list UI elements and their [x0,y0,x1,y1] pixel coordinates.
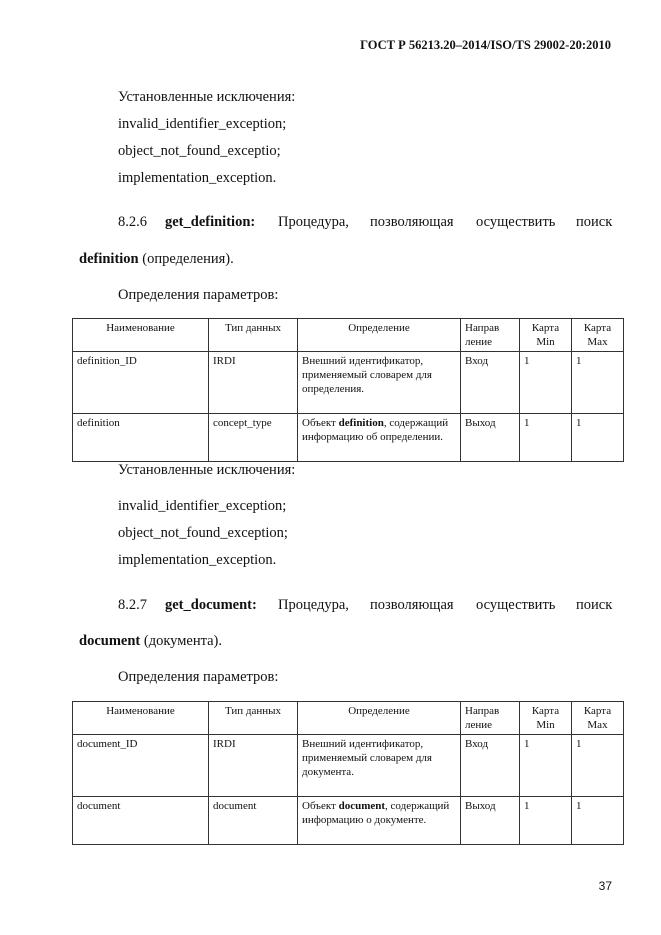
column-header: Определение [298,702,461,735]
definition-prefix: Объект [302,417,339,429]
exception-item: object_not_found_exceptio; [118,143,281,159]
exception-item: invalid_identifier_exception; [118,116,287,132]
definition-suffix: , содержащий информацию об определении. [302,417,449,443]
term-gloss: (определения). [142,251,234,267]
param-definition [298,797,461,845]
definition-term: definition [338,417,384,429]
column-header: Карта Max [572,319,624,352]
exception-item: implementation_exception. [118,552,277,568]
section-number: 8.2.6 [118,214,147,230]
table-header-row [73,702,624,735]
term: document [79,633,141,649]
param-type: concept_type [209,414,298,462]
term-gloss: (документа). [143,633,222,649]
param-direction: Выход [461,414,520,462]
column-header: Карта Min [520,319,572,352]
param-direction: Вход [461,735,520,797]
param-min: 1 [520,414,572,462]
definition-prefix: Объект [302,800,339,812]
table-header-row [73,319,624,352]
paragraph-line [79,251,234,268]
param-type: document [209,797,298,845]
params-label: Определения параметров: [118,287,279,303]
section-number: 8.2.7 [118,597,147,613]
table-row [73,735,624,797]
exception-item: implementation_exception. [118,170,277,186]
param-min: 1 [520,797,572,845]
param-direction: Вход [461,352,520,414]
paragraph-line [79,633,222,650]
column-header: Определение [298,319,461,352]
column-header: Карта Max [572,702,624,735]
column-header: Тип данных [209,702,298,735]
param-max: 1 [572,352,624,414]
param-name: document_ID [73,735,209,797]
param-definition: Внешний идентификатор, применяемый словарем для определения. [298,352,461,414]
paragraph-word: поиск [576,214,613,230]
table-row [73,797,624,845]
column-header: Карта Min [520,702,572,735]
procedure-name: get_document: [165,597,257,613]
param-min: 1 [520,735,572,797]
column-header: Наименование [73,702,209,735]
param-name: document [73,797,209,845]
paragraph-word: позволяющая [370,214,454,230]
paragraph-word: Процедура, [278,214,349,230]
param-name: definition_ID [73,352,209,414]
term: definition [79,251,139,267]
table-row [73,414,624,462]
param-definition: Внешний идентификатор, применяемый словарем для документа. [298,735,461,797]
definition-term: document [338,800,386,812]
paragraph-word: осуществить [476,214,556,230]
column-header: Наименование [73,319,209,352]
procedure-name: get_definition: [165,214,256,230]
param-max: 1 [572,414,624,462]
params-label: Определения параметров: [118,669,279,685]
exceptions-label: Установленные исключения: [118,462,296,478]
paragraph-word: Процедура, [278,597,349,613]
exceptions-label: Установленные исключения: [118,89,296,105]
param-name: definition [73,414,209,462]
param-max: 1 [572,797,624,845]
paragraph-word: поиск [576,597,613,613]
param-direction: Выход [461,797,520,845]
exception-item: invalid_identifier_exception; [118,498,287,514]
param-definition [298,414,461,462]
page-number: 37 [598,879,612,893]
column-header: Тип данных [209,319,298,352]
table-row [73,352,624,414]
exception-item: object_not_found_exception; [118,525,288,541]
document-header: ГОСТ Р 56213.20–2014/ISO/TS 29002-20:2010 [360,38,611,52]
definition-suffix: , содержащий информацию о документе. [302,800,450,826]
paragraph-word: позволяющая [370,597,454,613]
param-type: IRDI [209,735,298,797]
parameters-table [72,318,624,462]
column-header: Направ ление [461,319,520,352]
column-header: Направ ление [461,702,520,735]
param-type: IRDI [209,352,298,414]
parameters-table [72,701,624,845]
param-min: 1 [520,352,572,414]
param-max: 1 [572,735,624,797]
paragraph-word: осуществить [476,597,556,613]
